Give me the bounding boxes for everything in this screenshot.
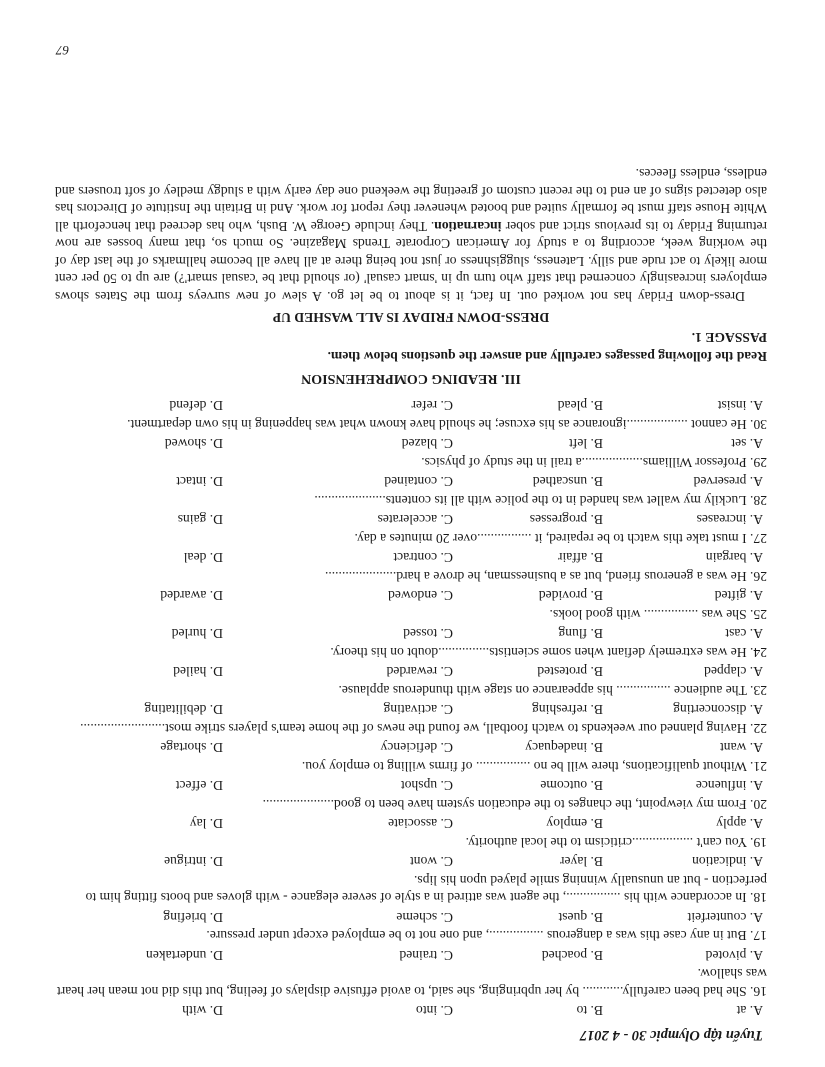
option-d: D. shortage	[160, 740, 223, 756]
option-d: D. with	[182, 1003, 223, 1019]
option-c: C. associate	[388, 816, 453, 832]
option-b: B. layer	[559, 854, 603, 870]
option-b: B. to	[576, 1003, 603, 1019]
option-d: D. intact	[176, 474, 223, 490]
option-d: D. defend	[169, 398, 223, 414]
option-b: B. provided	[538, 588, 603, 604]
question-options	[55, 435, 767, 453]
passage-paragraph	[55, 165, 767, 305]
question-block	[55, 777, 767, 813]
option-d: D. hurled	[171, 626, 223, 642]
question-block	[55, 549, 767, 585]
option-c: C. upshot	[400, 778, 453, 794]
option-c: C. refer	[411, 398, 453, 414]
question-text: 29. Professor Williams..................a trail in the study of physics.	[421, 455, 767, 470]
question-block	[55, 587, 767, 623]
question-options	[55, 549, 767, 567]
question-block	[55, 473, 767, 509]
option-a: A. want	[719, 740, 763, 756]
question-options	[55, 909, 767, 927]
option-c: C. trained	[399, 948, 453, 963]
option-a: A. pivoted	[705, 948, 763, 963]
question-text: 20. From my viewpoint, the changes to the education system have been to good.....................	[262, 797, 767, 812]
question-text: 27. I must take this watch to be repaired, it ................over 20 minutes a day.	[354, 531, 767, 546]
option-b: B. flung	[558, 626, 603, 642]
option-b: B. left	[569, 436, 603, 452]
question-block	[55, 435, 767, 471]
option-b: B. quest	[558, 910, 603, 925]
question-list	[55, 397, 767, 1000]
option-b: B. employ	[546, 816, 603, 832]
option-d: D. undertaken	[145, 948, 223, 963]
passage-text-start: Dress-down Friday has not worked out. In fact, it is about to be let go. A slew of new surveys from the States shows employers increasingly concerned that staff who turn up in 'smart casual' (or should that be 'casual smart'?) are up to 50 per cent more likely to act rude and silly. Lateness, sluggishness or just not being there at all have all become hallmarks of the last day of the working week, according to a study for American Corporate Trends Magazine. So much so, that many bosses are now returning Friday to its previous strict and sober	[55, 219, 767, 304]
section-instruction: Read the following passages carefully and answer the questions below them.	[327, 349, 767, 365]
q15-options	[55, 1002, 767, 1020]
option-c: C. rewarded	[386, 664, 453, 680]
question-options	[55, 511, 767, 529]
option-b: B. protested	[537, 664, 603, 680]
option-c: C. scheme	[396, 910, 453, 925]
option-a: A. apply	[716, 816, 763, 832]
option-a: A. set	[731, 436, 763, 452]
option-b: B. plead	[557, 398, 603, 414]
question-options	[55, 701, 767, 719]
question-options	[55, 853, 767, 871]
question-options	[55, 739, 767, 757]
option-b: B. poached	[541, 948, 603, 963]
option-c: C. into	[415, 1003, 453, 1019]
option-c: C. wont	[409, 854, 453, 870]
question-options	[55, 587, 767, 605]
option-c: C. contract	[393, 550, 453, 566]
question-text: 21. Without qualifications, there will be no ................ of firms willing to employ you.	[301, 759, 767, 774]
option-c: C. deficiency	[380, 740, 453, 756]
question-text: 28. Luckily my wallet was handed in to the police with all its contents.....................	[314, 493, 767, 508]
option-a: A. insist	[717, 398, 763, 414]
question-text: 26. He was a generous friend, but as a businessman, he drove a hard.....................	[324, 569, 767, 584]
passage-text-end: . They include George W. Bush, who has decreed that henceforth all White House staff must be formally suited and booted whenever they report for work. And in Britain the Institute of Directors has also detected signs of an end to the recent custom of greeting the weekend one day early with a sludgy medley of soft trousers and endless, endless fleeces.	[55, 166, 767, 234]
option-b: B. progresses	[529, 512, 603, 528]
option-d: D. intrigue	[164, 854, 223, 870]
option-d: D. lay	[189, 816, 223, 832]
option-a: A. influence	[695, 778, 763, 794]
question-options	[55, 777, 767, 795]
question-block	[55, 625, 767, 661]
option-d: D. gains	[177, 512, 223, 528]
option-a: A. cast	[725, 626, 763, 642]
question-text: 22. Having planned our weekends to watch football, we found the news of the home team's players strike most.........................	[80, 721, 767, 736]
option-d: D. deal	[183, 550, 223, 566]
option-a: A. gifted	[714, 588, 763, 604]
question-text: 16. She had been carefully............ by her upbringing, she said, to avoid effusive displays of feeling, but this did not mean her heart was shallow.	[56, 966, 767, 999]
question-text: 23. The audience ................ his appearance on stage with thunderous applause.	[338, 683, 767, 698]
question-options	[55, 663, 767, 681]
option-c: C. endowed	[388, 588, 453, 604]
question-block	[55, 397, 767, 433]
question-block	[55, 511, 767, 547]
question-block	[55, 739, 767, 775]
option-c: C. activating	[383, 702, 453, 718]
page-content	[55, 165, 767, 1043]
option-b: B. outcome	[540, 778, 603, 794]
option-b: B. affair	[557, 550, 603, 566]
option-b: B. unscathed	[532, 474, 603, 490]
question-options	[55, 815, 767, 833]
question-options	[55, 947, 767, 965]
option-d: D. debilitating	[144, 702, 223, 718]
option-d: D. awarded	[160, 588, 223, 604]
option-d: D. hailed	[173, 664, 223, 680]
option-c: C. contained	[384, 474, 453, 490]
question-block	[55, 853, 767, 907]
question-options	[55, 473, 767, 491]
page-number: 67	[56, 43, 69, 58]
passage-title: DRESS-DOWN FRIDAY IS ALL WASHED UP	[272, 310, 550, 326]
question-text: 19. You can't ..................criticism to the local authority.	[465, 835, 767, 850]
passage-bold-word: incarnation	[434, 219, 502, 234]
question-text: 30. He cannot ..................ignorance as his excuse; he should have known what was happening in his own department.	[127, 417, 767, 432]
question-text: 17. But in any case this was a dangerous ................, and one not to be employed except under pressure.	[206, 928, 767, 944]
option-a: A. at	[736, 1003, 763, 1019]
option-c: C. accelerates	[377, 512, 453, 528]
page-header-title: Tuyển tập Olympic 30 - 4 2017	[579, 1027, 763, 1043]
question-block	[55, 947, 767, 1001]
question-text: 24. He was extremely defiant when some scientists...............doubt on his theory.	[330, 645, 767, 660]
option-a: A. disconcerting	[673, 702, 763, 718]
option-a: A. preserved	[693, 474, 763, 490]
option-b: B. refreshing	[532, 702, 603, 718]
question-text: 25. She was ................ with good looks.	[549, 607, 767, 622]
question-text: 18. In accordance with his ................, the agent was attired in a style of severe elegance - with gloves and boots fitting him to perfection - but an unusually winning smile played upon his lips.	[85, 873, 767, 906]
option-a: A. clapped	[704, 664, 763, 680]
option-a: A. indication	[692, 854, 763, 870]
passage-label: PASSAGE 1.	[691, 330, 767, 345]
option-d: D. showed	[164, 436, 223, 452]
option-a: A. counterfeit	[687, 910, 763, 925]
question-block	[55, 701, 767, 737]
option-a: A. increases	[696, 512, 763, 528]
question-block	[55, 663, 767, 699]
option-d: D. effect	[175, 778, 223, 794]
option-c: C. tossed	[403, 626, 453, 642]
question-options	[55, 625, 767, 643]
option-b: B. inadequacy	[525, 740, 603, 756]
option-d: D. briefing	[163, 910, 223, 925]
question-block	[55, 909, 767, 945]
question-options	[55, 397, 767, 415]
option-a: A. bargain	[705, 550, 763, 566]
option-c: C. blazed	[401, 436, 453, 452]
question-block	[55, 815, 767, 851]
section-title: III. READING COMPREHENSION	[301, 371, 521, 386]
